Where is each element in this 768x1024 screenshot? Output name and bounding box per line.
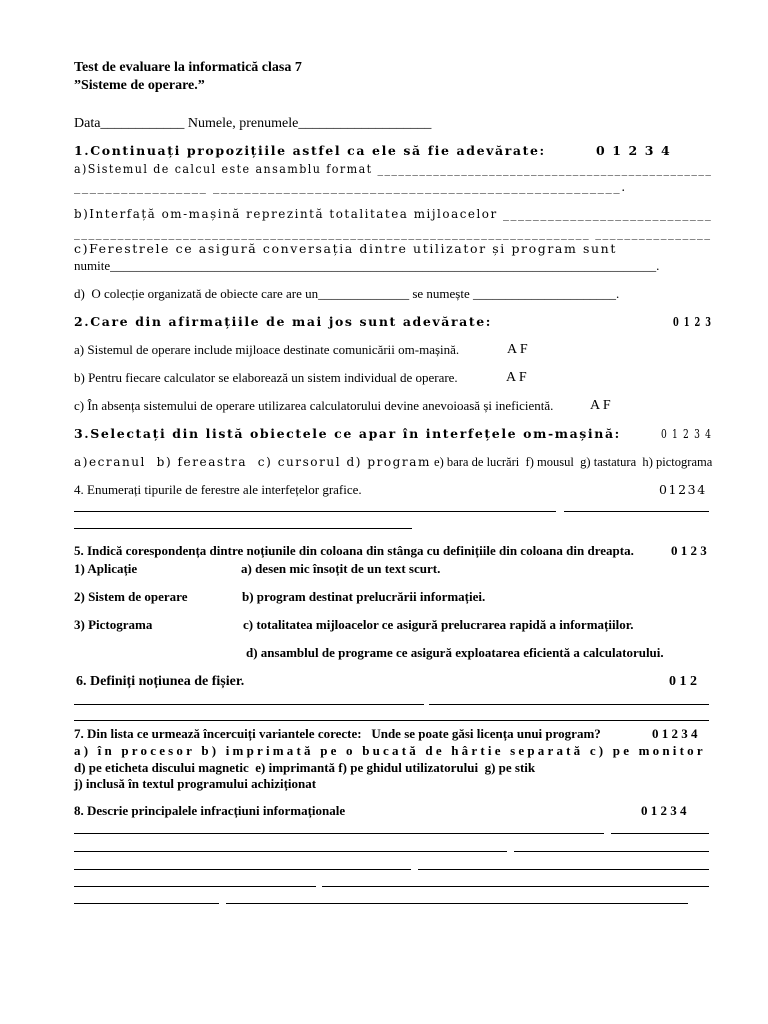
answer-line xyxy=(611,833,709,834)
answer-line xyxy=(74,720,709,721)
q1-item-c-continued: numite____________________________________________________________________________________. xyxy=(74,258,660,273)
q7-options-line-3: j) inclusă în textul programului achiziționat xyxy=(74,776,317,791)
answer-line xyxy=(322,886,709,887)
q4-score: 01234 xyxy=(659,482,707,497)
answer-line xyxy=(74,528,412,529)
q2-score: 0 1 2 3 xyxy=(673,314,713,329)
q5-right-a: a) desen mic însoțit de un text scurt. xyxy=(241,561,441,576)
q1-heading: 1.Continuați propozițiile astfel ca ele să fie adevărate: xyxy=(74,143,546,158)
q5-heading: 5. Indică corespondența dintre noțiunile din coloana din stânga cu definițiile din coloana din dreapta. xyxy=(74,543,634,558)
q7-options-line-2: d) pe eticheta discului magnetic e) imprimantă f) pe ghidul utilizatorului g) pe stik xyxy=(74,760,536,775)
answer-line xyxy=(74,869,411,870)
q1-item-d: d) O colecție organizată de obiecte care are un______________ se numește ______________________. xyxy=(74,286,620,301)
q7-heading: 7. Din lista ce urmează încercuiți variantele corecte: Unde se poate găsi licența unui program? xyxy=(74,726,601,741)
answer-line xyxy=(74,833,604,834)
answer-line xyxy=(226,903,688,904)
q6-score: 0 1 2 xyxy=(669,674,697,689)
answer-line xyxy=(514,851,709,852)
q7-score: 0 1 2 3 4 xyxy=(652,726,698,741)
q5-right-c: c) totalitatea mijloacelor ce asigură prelucrarea rapidă a informațiilor. xyxy=(243,617,634,632)
name-date-line: Data____________ Numele, prenumele___________________ xyxy=(74,116,432,131)
q1-item-c: c)Ferestrele ce asigură conversația dintre utilizator și program sunt xyxy=(74,241,617,256)
q2-heading: 2.Care din afirmațiile de mai jos sunt adevărate: xyxy=(74,314,493,329)
q6-heading: 6. Definiți noțiunea de fișier. xyxy=(76,674,245,689)
q2-item-a: a) Sistemul de operare include mijloace destinate comunicării om-mașină. xyxy=(74,342,460,357)
q2-item-b: b) Pentru fiecare calculator se elaborează un sistem individual de operare. xyxy=(74,370,458,385)
q1-item-b: b)Interfață om-mașină reprezintă totalitatea mijloacelor ____________________________ xyxy=(74,206,713,221)
q3-options-rest: e) bara de lucrări f) mousul g) tastatura h) pictograma xyxy=(430,454,713,469)
q3-score: 0 1 2 3 4 xyxy=(661,426,713,441)
answer-line xyxy=(74,511,556,512)
q5-left-1: 1) Aplicație xyxy=(74,561,138,576)
answer-line xyxy=(74,903,219,904)
q5-right-b: b) program destinat prelucrării informației. xyxy=(242,589,486,604)
q1-item-a: a)Sistemul de calcul este ansamblu format ________________________________________________ xyxy=(74,161,713,176)
q3-heading: 3.Selectați din listă obiectele ce apar în interfețele om-mașină: xyxy=(74,426,621,441)
q1-score: 0 1 2 3 4 xyxy=(596,143,672,158)
q5-left-3: 3) Pictograma xyxy=(74,617,153,632)
page-title: Test de evaluare la informatică clasa 7 xyxy=(74,60,302,75)
q3-options-spaced: a)ecranul b) fereastra c) cursorul d) program xyxy=(74,454,431,469)
answer-line xyxy=(74,704,424,705)
q2-item-c-answer: A F xyxy=(590,398,611,413)
q4-heading: 4. Enumerați tipurile de ferestre ale interfețelor grafice. xyxy=(74,482,362,497)
q5-score: 0 1 2 3 xyxy=(671,543,707,558)
q8-score: 0 1 2 3 4 xyxy=(641,803,687,818)
q8-heading: 8. Descrie principalele infracțiuni informaționale xyxy=(74,803,346,818)
page-subtitle: ”Sisteme de operare.” xyxy=(74,78,205,93)
q5-left-2: 2) Sistem de operare xyxy=(74,589,188,604)
answer-line xyxy=(429,704,709,705)
q2-item-a-answer: A F xyxy=(507,342,528,357)
q3-options xyxy=(74,454,712,471)
q5-right-d: d) ansamblul de programe ce asigură exploatarea eficientă a calculatorului. xyxy=(246,645,664,660)
q1-item-a-continued: _________________ ____________________________________________________. xyxy=(74,179,627,194)
answer-line xyxy=(74,851,507,852)
q2-item-b-answer: A F xyxy=(506,370,527,385)
answer-line xyxy=(418,869,709,870)
q1-item-b-continued: _______________________________________________________________________ ________________ xyxy=(74,225,712,240)
answer-line xyxy=(74,886,316,887)
q2-item-c: c) În absența sistemului de operare utilizarea calculatorului devine anevoioasă și ineficientă. xyxy=(74,398,554,413)
answer-line xyxy=(564,511,709,512)
q7-options-line-1: a) în procesor b) imprimată pe o bucată de hârtie separată c) pe monitor xyxy=(74,743,706,758)
